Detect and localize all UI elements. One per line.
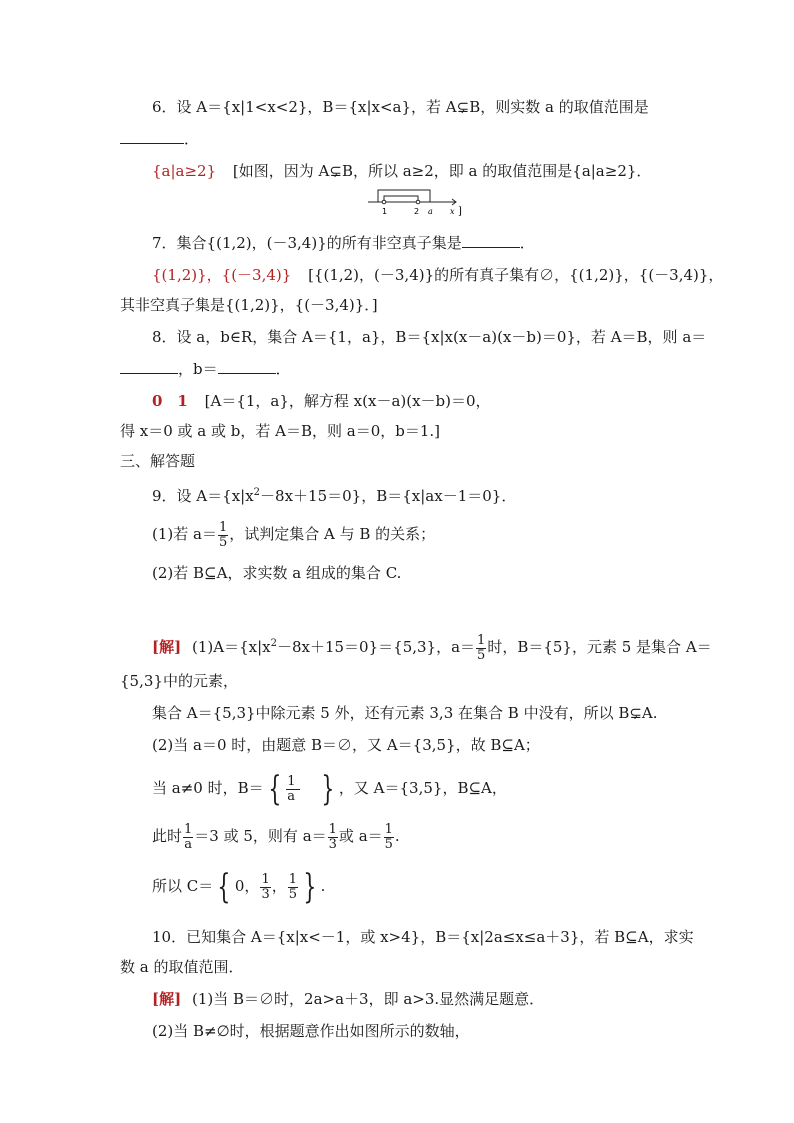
q9-part1-a: (1)若 a＝ bbox=[152, 525, 217, 543]
q6-answer-blank bbox=[120, 129, 184, 144]
q7-solution-1 bbox=[152, 264, 723, 286]
q9-s5-fraction bbox=[286, 775, 316, 804]
frac-denominator: 5 bbox=[218, 534, 228, 550]
frac-denominator: 5 bbox=[384, 836, 393, 852]
q10-solution-1 bbox=[152, 988, 544, 1010]
q6-number-line-figure bbox=[368, 186, 464, 216]
q9-solution-6 bbox=[152, 816, 400, 856]
frac-denominator: 3 bbox=[328, 836, 337, 852]
left-brace: { bbox=[267, 769, 281, 809]
q9-part2: (2)若 B⊆A，求实数 a 组成的集合 C. bbox=[152, 564, 402, 582]
q9-stem-a: 9．设 A＝{x|x bbox=[152, 487, 254, 505]
q10-s1: (1)当 B＝∅时，2a>a＋3，即 a>3.显然满足题意． bbox=[191, 990, 545, 1008]
q9-s6-fraction-2 bbox=[328, 823, 338, 852]
q9-s1-sup: 2 bbox=[270, 638, 277, 649]
q6-answer: {a|a≥2} bbox=[152, 162, 217, 180]
q9-solution-7 bbox=[152, 864, 325, 908]
q9-s5-a: 当 a≠0 时，B＝ bbox=[152, 779, 264, 797]
q9-solution-3: 集合 A＝{5,3}中除元素 5 外，还有元素 3,3 在集合 B 中没有，所以 B⊊A. bbox=[152, 704, 658, 722]
q6-axis-label-2: 2 bbox=[414, 207, 420, 216]
frac-denominator: 5 bbox=[288, 886, 298, 902]
q7-answer: {(1,2)}，{(－3,4)} bbox=[152, 266, 292, 284]
q7-period: ． bbox=[519, 234, 535, 252]
q9-s7-fraction-2 bbox=[288, 873, 298, 902]
q8-a-blank bbox=[120, 359, 178, 374]
q10-stem-1: 10．已知集合 A＝{x|x<－1，或 x>4}，B＝{x|2a≤x≤a＋3}，若 B⊆A，求实 bbox=[152, 928, 694, 946]
q6-solution bbox=[152, 160, 651, 182]
q9-solution-1 bbox=[152, 624, 712, 664]
q8-b-blank bbox=[218, 359, 276, 374]
q9-s6-fraction-3 bbox=[384, 823, 394, 852]
q9-s6-d: . bbox=[394, 827, 400, 845]
q8-explanation-1: [A＝{1，a}，解方程 x(x－a)(x－b)＝0， bbox=[204, 392, 491, 410]
q7-solution-2: 其非空真子集是{(1,2)}，{(－3,4)}．] bbox=[120, 296, 378, 314]
frac-denominator: a bbox=[286, 789, 300, 804]
q9-solution-2: {5,3}中的元素， bbox=[120, 672, 238, 690]
frac-numerator: 1 bbox=[384, 821, 393, 837]
q6-axis-label-x: x bbox=[450, 207, 455, 216]
q10-solution-2: (2)当 B≠∅时，根据题意作出如图所示的数轴， bbox=[152, 1022, 470, 1040]
q10-stem-2: 数 a 的取值范围． bbox=[120, 958, 244, 976]
q9-s1-c: 时，B＝{5}，元素 5 是集合 A＝ bbox=[487, 638, 712, 656]
q9-s6-b: ＝3 或 5，则有 a＝ bbox=[194, 827, 327, 845]
q7-explanation-1: [{(1,2)，(－3,4)}的所有真子集有∅，{(1,2)}，{(－3,4)}， bbox=[308, 266, 724, 284]
q9-s7-b: 0， bbox=[234, 877, 260, 895]
q9-part1 bbox=[152, 514, 435, 554]
q6-blank-line bbox=[120, 128, 199, 150]
frac-numerator: 1 bbox=[288, 871, 298, 887]
q6-axis-label-a: a bbox=[428, 207, 433, 216]
q6-axis-label-1: 1 bbox=[382, 207, 388, 216]
q9-solution-tag: [解] bbox=[152, 638, 182, 656]
left-brace: { bbox=[217, 867, 231, 907]
q8-solution-1 bbox=[152, 390, 491, 412]
q8-answer: 0 1 bbox=[152, 392, 188, 410]
frac-numerator: 1 bbox=[328, 821, 337, 837]
q6-period: ． bbox=[184, 130, 200, 148]
q8-solution-2: 得 x＝0 或 a 或 b，若 A＝B，则 a＝0，b＝1.] bbox=[120, 422, 441, 440]
q9-s7-fraction-1 bbox=[260, 873, 270, 902]
q9-stem bbox=[152, 482, 516, 507]
frac-numerator: 1 bbox=[287, 773, 296, 789]
q9-s6-a: 此时 bbox=[152, 827, 183, 845]
frac-numerator: 1 bbox=[477, 632, 486, 648]
section-heading: 三、解答题 bbox=[120, 452, 196, 470]
frac-numerator: 1 bbox=[261, 871, 270, 887]
q10-solution-tag: [解] bbox=[152, 990, 182, 1008]
q8-stem-blanks bbox=[120, 358, 291, 380]
frac-denominator: 5 bbox=[477, 647, 486, 663]
q8-stem: 8．设 a，b∈R，集合 A＝{1，a}，B＝{x|x(x－a)(x－b)＝0}，若 A＝B，则 a＝ bbox=[152, 328, 707, 346]
q9-solution-5 bbox=[152, 766, 507, 810]
q9-s1-b: －8x＋15＝0}＝{5,3}，a＝ bbox=[276, 638, 476, 656]
q7-answer-blank bbox=[462, 233, 520, 248]
q6-stem: 6．设 A＝{x|1<x<2}，B＝{x|x<a}，若 A⊊B，则实数 a 的取值范围是 bbox=[152, 98, 649, 116]
q9-solution-4: (2)当 a＝0 时，由题意 B＝∅，又 A＝{3,5}，故 B⊆A； bbox=[152, 736, 540, 754]
q6-explanation: [如图，因为 A⊊B，所以 a≥2，即 a 的取值范围是{a|a≥2}． bbox=[232, 162, 652, 180]
q7-stem-text: 7．集合{(1,2)，(－3,4)}的所有非空真子集是 bbox=[152, 234, 462, 252]
q9-stem-sup: 2 bbox=[253, 487, 261, 498]
q9-s7-a: 所以 C＝ bbox=[152, 877, 214, 895]
frac-denominator: 3 bbox=[261, 886, 270, 902]
q6-figure-close-bracket: ] bbox=[458, 206, 462, 216]
frac-numerator: 1 bbox=[218, 519, 228, 535]
q9-s7-c: ， bbox=[271, 877, 287, 895]
q9-s7-d: . bbox=[320, 877, 326, 895]
q9-part1-fraction bbox=[218, 521, 228, 550]
q7-stem bbox=[152, 232, 535, 254]
q9-s6-c: 或 a＝ bbox=[338, 827, 383, 845]
frac-numerator: 1 bbox=[184, 821, 193, 837]
q9-part1-b: ，试判定集合 A 与 B 的关系； bbox=[229, 525, 436, 543]
q9-s1-a: (1)A＝{x|x bbox=[191, 638, 271, 656]
q8-period: ． bbox=[275, 360, 291, 378]
q9-stem-b: －8x＋15＝0}，B＝{x|ax－1＝0}． bbox=[260, 487, 517, 505]
right-brace: } bbox=[321, 769, 335, 809]
q9-s1-fraction bbox=[476, 634, 486, 663]
frac-denominator: a bbox=[184, 836, 193, 852]
q8-b-label: ，b＝ bbox=[178, 360, 218, 378]
q9-s6-fraction-1 bbox=[183, 823, 193, 852]
right-brace: } bbox=[303, 867, 317, 907]
q9-s5-b: ，又 A＝{3,5}，B⊆A， bbox=[338, 779, 507, 797]
